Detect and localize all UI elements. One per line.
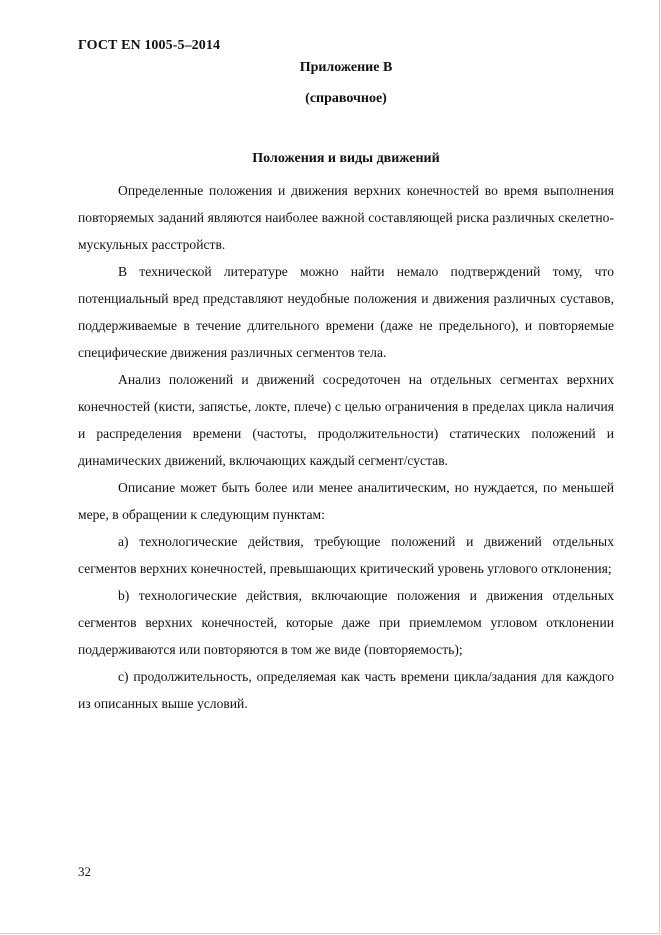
list-item-a: a) технологические действия, требующие положений и движений отдельных сегментов верхних конечностей, превышающих критический уровень углового отклонения; [78,534,614,576]
page-number: 32 [78,864,91,879]
standard-header: ГОСТ EN 1005-5–2014 [78,38,221,53]
list-item-c: c) продолжительность, определяемая как часть времени цикла/задания для каждого из описанных выше условий. [78,669,614,711]
paragraph: Описание может быть более или менее аналитическим, но нуждается, по меньшей мере, в обращении к следующим пунктам: [78,480,614,522]
section-title: Положения и виды движений [252,151,440,166]
list-item-b: b) технологические действия, включающие положения и движения отдельных сегментов верхних конечностей, которые даже при приемлемом угловом отклонении поддерживаются или повторяются в том же виде (повторяемость); [78,588,614,657]
paragraph: В технической литературе можно найти немало подтверждений тому, что потенциальный вред представляют неудобные положения и движения различных суставов, поддерживаемые в течение длительного времени (даже не предельного), и повторяемые специфические движения различных сегментов тела. [78,264,614,360]
paragraph: Определенные положения и движения верхних конечностей во время выполнения повторяемых заданий являются наиболее важной составляющей риска различных скелетно-мускульных расстройств. [78,183,614,252]
appendix-title: Приложение В [299,60,393,75]
body-text [78,177,614,717]
paragraph: Анализ положений и движений сосредоточен на отдельных сегментах верхних конечностей (кисти, запястье, локте, плече) с целью ограничения в пределах цикла наличия и распределения времени (частоты, продолжительности) статических положений и динамических движений, включающих каждый сегмент/сустав. [78,372,614,468]
appendix-subtitle: (справочное) [305,91,387,106]
